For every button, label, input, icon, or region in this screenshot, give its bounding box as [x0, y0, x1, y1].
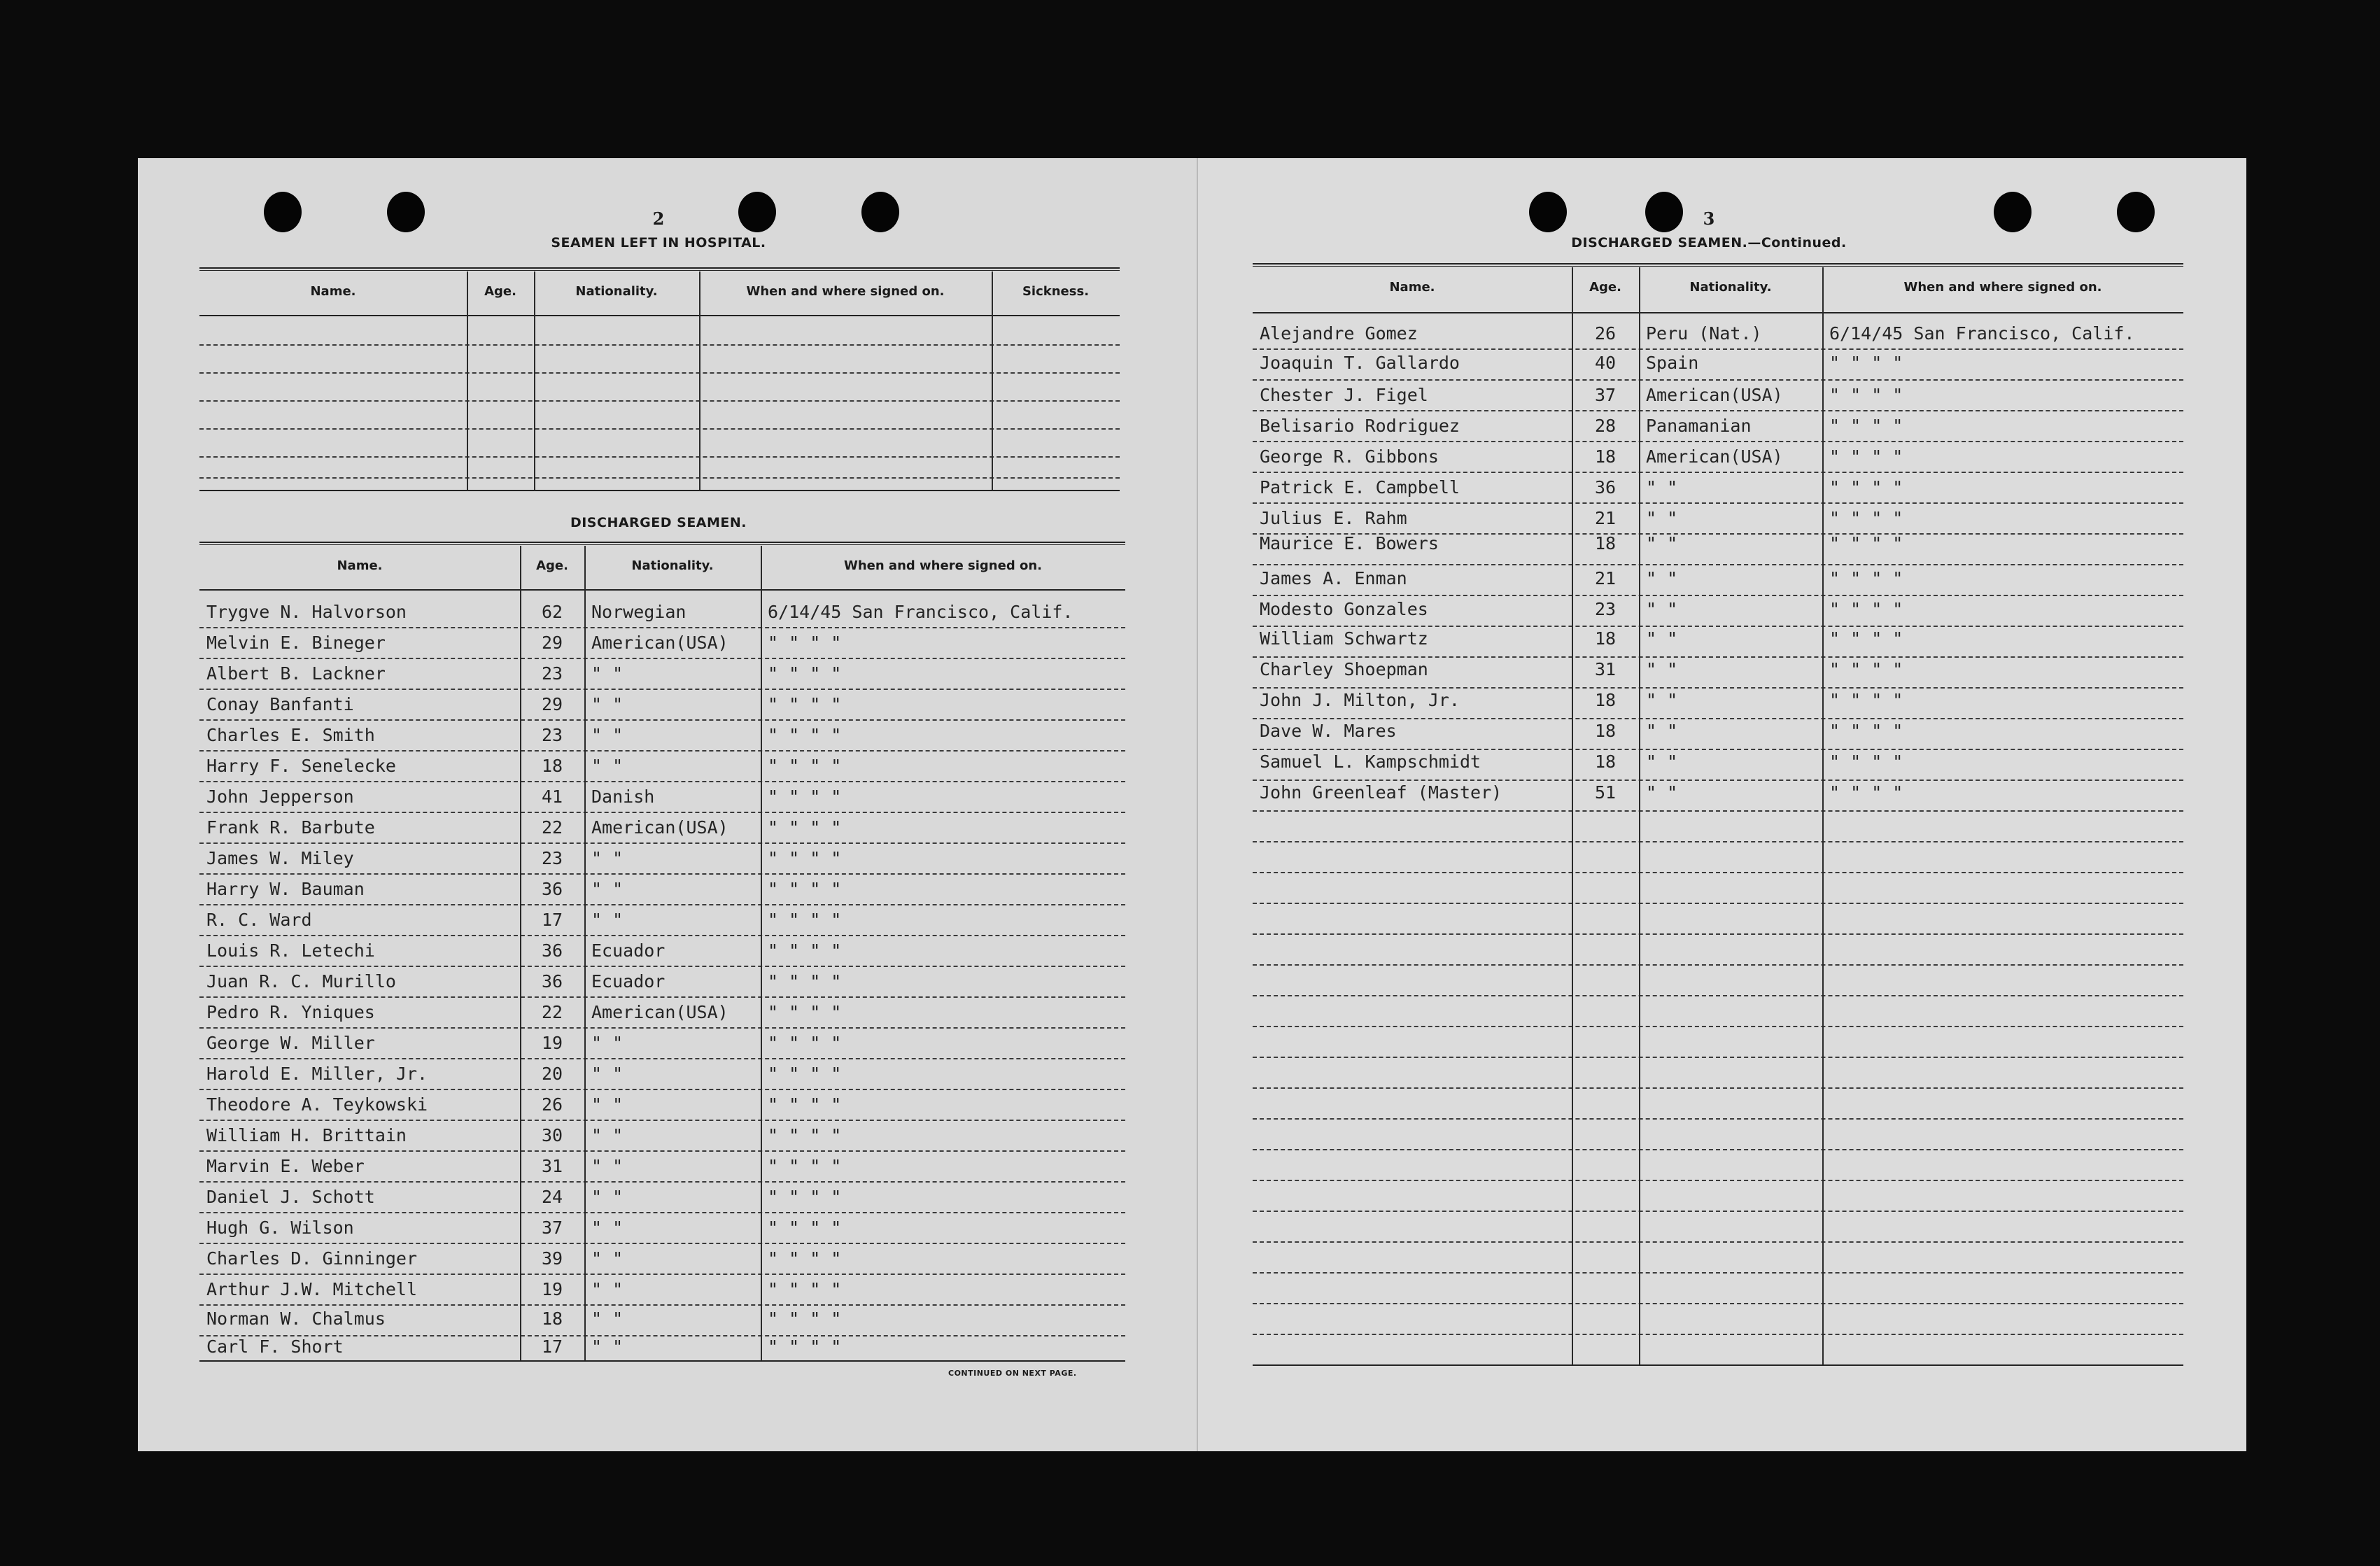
seaman-age: 19 — [541, 1279, 563, 1299]
page-number: 3 — [1703, 209, 1715, 229]
seaman-name: Carl F. Short — [206, 1336, 344, 1357]
ruling-line — [199, 1150, 1125, 1152]
seaman-age: 18 — [541, 1308, 563, 1329]
signed-on: " " " " — [768, 1248, 842, 1269]
seaman-age: 31 — [1594, 659, 1617, 679]
seaman-age: 36 — [541, 940, 563, 961]
table-row — [199, 876, 1125, 904]
table-row — [199, 845, 1125, 873]
seaman-age: 23 — [541, 663, 563, 684]
ruling-line — [199, 812, 1125, 813]
seaman-nationality: " " — [591, 694, 624, 714]
seaman-name: Alejandre Gomez — [1260, 323, 1418, 344]
table-row — [199, 1306, 1125, 1334]
seaman-name: Pedro R. Yniques — [206, 1002, 375, 1022]
seaman-name: R. C. Ward — [206, 910, 312, 930]
seaman-age: 23 — [1594, 599, 1617, 619]
punch-hole — [1994, 192, 2032, 232]
seaman-nationality: " " — [591, 1156, 624, 1176]
signed-on: " " " " — [768, 971, 842, 992]
seaman-nationality: " " — [591, 725, 624, 745]
seaman-name: Albert B. Lackner — [206, 663, 386, 684]
signed-on: " " " " — [768, 725, 842, 745]
table-row — [199, 630, 1125, 658]
seaman-name: Julius E. Rahm — [1260, 508, 1407, 528]
table-row — [199, 814, 1125, 842]
seaman-nationality: " " — [1646, 508, 1678, 528]
ruling-line — [1253, 933, 2183, 935]
signed-on: " " " " — [1829, 416, 1903, 436]
table-row — [199, 1184, 1125, 1212]
seaman-name: Frank R. Barbute — [206, 817, 375, 838]
seaman-age: 22 — [541, 817, 563, 838]
signed-on: " " " " — [768, 1279, 842, 1299]
table-row — [1253, 474, 2183, 502]
seaman-nationality: " " — [591, 910, 624, 930]
ruling-line — [199, 873, 1125, 875]
signed-on: " " " " — [1829, 782, 1903, 803]
signed-on: " " " " — [768, 1064, 842, 1084]
seaman-age: 17 — [541, 910, 563, 930]
table-row — [1253, 444, 2183, 472]
signed-on: " " " " — [768, 1094, 842, 1115]
seaman-nationality: Norwegian — [591, 602, 686, 622]
signed-on: " " " " — [768, 1218, 842, 1238]
ruling-line — [199, 658, 1125, 659]
left-page — [138, 158, 1198, 1451]
signed-on: 6/14/45 San Francisco, Calif. — [1829, 323, 2135, 344]
seaman-nationality: " " — [1646, 752, 1678, 772]
seaman-name: Daniel J. Schott — [206, 1187, 375, 1207]
table-row — [1253, 656, 2183, 684]
column-header: Nationality. — [1689, 280, 1772, 295]
seaman-nationality: Danish — [591, 786, 655, 807]
seaman-age: 18 — [1594, 628, 1617, 649]
seaman-age: 23 — [541, 725, 563, 745]
seaman-nationality: " " — [1646, 782, 1678, 803]
ruling-line — [1253, 903, 2183, 904]
signed-on: " " " " — [768, 848, 842, 868]
seaman-nationality: " " — [591, 756, 624, 776]
signed-on: " " " " — [768, 756, 842, 776]
seaman-nationality: " " — [1646, 599, 1678, 619]
signed-on: " " " " — [768, 633, 842, 653]
discharged-table-continued — [1253, 263, 2183, 1369]
seaman-nationality: American(USA) — [591, 1002, 728, 1022]
seaman-nationality: American(USA) — [591, 633, 728, 653]
ruling-line — [199, 1120, 1125, 1121]
punch-hole — [861, 192, 899, 232]
seaman-age: 39 — [541, 1248, 563, 1269]
ruling-line — [1253, 1118, 2183, 1120]
ruling-line — [1253, 1180, 2183, 1181]
table-row — [199, 599, 1125, 627]
seaman-name: Theodore A. Teykowski — [206, 1094, 428, 1115]
seaman-name: Louis R. Letechi — [206, 940, 375, 961]
column-header: Age. — [536, 558, 568, 573]
signed-on: " " " " — [768, 786, 842, 807]
column-header: Nationality. — [575, 284, 658, 299]
table-row — [1253, 413, 2183, 441]
table-row — [1253, 350, 2183, 378]
seaman-age: 62 — [541, 602, 563, 622]
seaman-name: Harold E. Miller, Jr. — [206, 1064, 428, 1084]
seaman-name: Maurice E. Bowers — [1260, 533, 1439, 553]
column-header: When and where signed on. — [1903, 280, 2102, 295]
signed-on: " " " " — [768, 1187, 842, 1207]
table-row — [1253, 505, 2183, 533]
seaman-nationality: " " — [1646, 477, 1678, 498]
table-row — [199, 1061, 1125, 1089]
seaman-name: Harry F. Senelecke — [206, 756, 396, 776]
seaman-nationality: " " — [1646, 628, 1678, 649]
column-header: When and where signed on. — [843, 558, 1043, 573]
ruling-line — [1253, 502, 2183, 504]
table-row — [199, 968, 1125, 996]
signed-on: " " " " — [1829, 721, 1903, 741]
ruling-line — [1253, 472, 2183, 473]
punch-hole — [2117, 192, 2155, 232]
seaman-name: Charles D. Ginninger — [206, 1248, 418, 1269]
ruling-line — [1253, 410, 2183, 411]
signed-on: " " " " — [1829, 508, 1903, 528]
seaman-nationality: Panamanian — [1646, 416, 1752, 436]
seaman-nationality: Spain — [1646, 353, 1699, 373]
seaman-age: 51 — [1594, 782, 1617, 803]
ruling-line — [199, 627, 1125, 628]
seaman-age: 29 — [541, 694, 563, 714]
seaman-nationality: " " — [1646, 659, 1678, 679]
seaman-name: Charley Shoepman — [1260, 659, 1428, 679]
table-row — [199, 661, 1125, 689]
seaman-age: 36 — [1594, 477, 1617, 498]
table-row — [1253, 565, 2183, 593]
signed-on: " " " " — [768, 1125, 842, 1145]
table-row — [199, 1122, 1125, 1150]
seaman-age: 30 — [541, 1125, 563, 1145]
signed-on: " " " " — [768, 1336, 842, 1357]
seaman-age: 18 — [1594, 752, 1617, 772]
seaman-age: 21 — [1594, 508, 1617, 528]
signed-on: " " " " — [768, 1308, 842, 1329]
seaman-age: 18 — [1594, 690, 1617, 710]
ruling-line — [199, 750, 1125, 752]
signed-on: " " " " — [1829, 353, 1903, 373]
seaman-age: 26 — [1594, 323, 1617, 344]
seaman-age: 28 — [1594, 416, 1617, 436]
seaman-age: 26 — [541, 1094, 563, 1115]
table-row — [199, 1334, 1125, 1362]
seaman-nationality: American(USA) — [1646, 446, 1783, 467]
table-row — [1253, 530, 2183, 558]
signed-on: " " " " — [768, 663, 842, 684]
seaman-name: Modesto Gonzales — [1260, 599, 1428, 619]
signed-on: " " " " — [1829, 385, 1903, 405]
column-header: Sickness. — [1022, 284, 1090, 299]
seaman-name: Hugh G. Wilson — [206, 1218, 354, 1238]
column-header: Name. — [337, 558, 383, 573]
seaman-name: Chester J. Figel — [1260, 385, 1428, 405]
seaman-name: Charles E. Smith — [206, 725, 375, 745]
page-number: 2 — [652, 209, 665, 229]
ruling-line — [1253, 964, 2183, 966]
seaman-name: Patrick E. Campbell — [1260, 477, 1460, 498]
ruling-line — [199, 904, 1125, 905]
hospital-table — [199, 267, 1120, 505]
discharged-continued-title: DISCHARGED SEAMEN.—Continued. — [1571, 235, 1847, 251]
punch-hole — [1645, 192, 1683, 232]
table-row — [1253, 320, 2183, 348]
ruling-line — [199, 719, 1125, 721]
seaman-name: Melvin E. Bineger — [206, 633, 386, 653]
right-page — [1198, 158, 2246, 1451]
ruling-line — [1253, 810, 2183, 812]
table-row — [199, 907, 1125, 935]
signed-on: " " " " — [1829, 628, 1903, 649]
seaman-nationality: American(USA) — [591, 817, 728, 838]
signed-on: " " " " — [1829, 599, 1903, 619]
seaman-age: 36 — [541, 971, 563, 992]
table-row — [199, 784, 1125, 812]
ruling-line — [1253, 1057, 2183, 1058]
ruling-line — [199, 935, 1125, 936]
column-header: Age. — [484, 284, 516, 299]
seaman-age: 19 — [541, 1033, 563, 1053]
table-row — [199, 938, 1125, 966]
ruling-line — [199, 1181, 1125, 1183]
seaman-name: George R. Gibbons — [1260, 446, 1439, 467]
seaman-age: 22 — [541, 1002, 563, 1022]
seaman-name: John Jepperson — [206, 786, 354, 807]
seaman-nationality: " " — [591, 879, 624, 899]
signed-on: " " " " — [1829, 752, 1903, 772]
seaman-nationality: " " — [591, 1064, 624, 1084]
hospital-section-title: SEAMEN LEFT IN HOSPITAL. — [551, 235, 766, 251]
seaman-name: John Greenleaf (Master) — [1260, 782, 1502, 803]
seaman-name: Conay Banfanti — [206, 694, 354, 714]
seaman-name: Marvin E. Weber — [206, 1156, 365, 1176]
seaman-age: 41 — [541, 786, 563, 807]
seaman-age: 21 — [1594, 568, 1617, 588]
ruling-line — [1253, 1334, 2183, 1335]
seaman-age: 18 — [1594, 533, 1617, 553]
table-row — [199, 722, 1125, 750]
table-row — [199, 1276, 1125, 1304]
ruling-line — [1253, 872, 2183, 873]
column-header: Age. — [1589, 280, 1621, 295]
signed-on: " " " " — [768, 694, 842, 714]
seaman-nationality: " " — [591, 1033, 624, 1053]
signed-on: " " " " — [1829, 446, 1903, 467]
seaman-nationality: " " — [591, 1336, 624, 1357]
ruling-line — [199, 1274, 1125, 1275]
table-row — [1253, 596, 2183, 624]
seaman-age: 23 — [541, 848, 563, 868]
seaman-age: 20 — [541, 1064, 563, 1084]
signed-on: " " " " — [768, 879, 842, 899]
seaman-age: 37 — [1594, 385, 1617, 405]
seaman-name: Belisario Rodriguez — [1260, 416, 1460, 436]
seaman-name: James A. Enman — [1260, 568, 1407, 588]
punch-hole — [264, 192, 302, 232]
table-row — [1253, 382, 2183, 410]
seaman-age: 17 — [541, 1336, 563, 1357]
seaman-nationality: " " — [591, 1218, 624, 1238]
table-row — [1253, 780, 2183, 807]
punch-hole — [387, 192, 425, 232]
seaman-nationality: Ecuador — [591, 940, 666, 961]
seaman-nationality: " " — [1646, 690, 1678, 710]
table-row — [199, 753, 1125, 781]
seaman-age: 36 — [541, 879, 563, 899]
ruling-line — [199, 1027, 1125, 1029]
seaman-name: Norman W. Chalmus — [206, 1308, 386, 1329]
table-row — [1253, 687, 2183, 715]
ruling-line — [1253, 1149, 2183, 1150]
signed-on: " " " " — [768, 1033, 842, 1053]
seaman-nationality: " " — [591, 1279, 624, 1299]
column-header: Name. — [1389, 280, 1435, 295]
signed-on: " " " " — [1829, 533, 1903, 553]
seaman-nationality: " " — [591, 1308, 624, 1329]
seaman-name: Trygve N. Halvorson — [206, 602, 407, 622]
ruling-line — [199, 1089, 1125, 1090]
seaman-nationality: " " — [1646, 721, 1678, 741]
signed-on: 6/14/45 San Francisco, Calif. — [768, 602, 1073, 622]
table-row — [199, 691, 1125, 719]
table-row — [1253, 749, 2183, 777]
table-row — [199, 1030, 1125, 1058]
seaman-age: 18 — [1594, 446, 1617, 467]
seaman-name: Joaquin T. Gallardo — [1260, 353, 1460, 373]
ruling-line — [1253, 1272, 2183, 1274]
seaman-name: Dave W. Mares — [1260, 721, 1397, 741]
punch-hole — [738, 192, 776, 232]
seaman-age: 18 — [541, 756, 563, 776]
signed-on: " " " " — [1829, 568, 1903, 588]
seaman-age: 24 — [541, 1187, 563, 1207]
seaman-nationality: " " — [591, 1125, 624, 1145]
table-row — [1253, 718, 2183, 746]
continued-note: CONTINUED ON NEXT PAGE. — [948, 1369, 1077, 1378]
seaman-age: 31 — [541, 1156, 563, 1176]
discharged-section-title: DISCHARGED SEAMEN. — [570, 515, 747, 530]
ruling-line — [1253, 841, 2183, 842]
table-row — [199, 1153, 1125, 1181]
ruling-line — [199, 966, 1125, 967]
signed-on: " " " " — [768, 1002, 842, 1022]
ruling-line — [1253, 1026, 2183, 1027]
signed-on: " " " " — [1829, 659, 1903, 679]
signed-on: " " " " — [768, 910, 842, 930]
discharged-table — [199, 542, 1125, 1367]
ruling-line — [199, 781, 1125, 782]
column-header: Nationality. — [631, 558, 714, 573]
column-header: When and where signed on. — [746, 284, 945, 299]
signed-on: " " " " — [1829, 690, 1903, 710]
ruling-line — [199, 996, 1125, 998]
seaman-nationality: " " — [591, 663, 624, 684]
ruling-line — [1253, 1303, 2183, 1304]
seaman-name: Harry W. Bauman — [206, 879, 365, 899]
ruling-line — [1253, 1241, 2183, 1243]
table-row — [199, 1215, 1125, 1243]
seaman-name: George W. Miller — [206, 1033, 375, 1053]
seaman-nationality: " " — [591, 1248, 624, 1269]
ruling-line — [1253, 379, 2183, 381]
ruling-line — [199, 1058, 1125, 1059]
table-row — [199, 999, 1125, 1027]
ruling-line — [199, 1243, 1125, 1244]
punch-hole — [1529, 192, 1567, 232]
seaman-nationality: " " — [1646, 568, 1678, 588]
seaman-name: James W. Miley — [206, 848, 354, 868]
seaman-nationality: Peru (Nat.) — [1646, 323, 1762, 344]
seaman-age: 37 — [541, 1218, 563, 1238]
ruling-line — [199, 689, 1125, 690]
seaman-name: William H. Brittain — [206, 1125, 407, 1145]
signed-on: " " " " — [768, 940, 842, 961]
ruling-line — [1253, 1211, 2183, 1212]
seaman-name: Juan R. C. Murillo — [206, 971, 396, 992]
ruling-line — [199, 1212, 1125, 1213]
signed-on: " " " " — [768, 817, 842, 838]
seaman-age: 18 — [1594, 721, 1617, 741]
seaman-nationality: " " — [591, 1187, 624, 1207]
seaman-name: Arthur J.W. Mitchell — [206, 1279, 418, 1299]
seaman-nationality: " " — [591, 1094, 624, 1115]
seaman-name: Samuel L. Kampschmidt — [1260, 752, 1481, 772]
table-row — [199, 1092, 1125, 1120]
ruling-line — [1253, 1087, 2183, 1089]
seaman-nationality: American(USA) — [1646, 385, 1783, 405]
table-row — [199, 1246, 1125, 1274]
column-header: Name. — [310, 284, 356, 299]
seaman-nationality: " " — [1646, 533, 1678, 553]
signed-on: " " " " — [768, 1156, 842, 1176]
seaman-nationality: " " — [591, 848, 624, 868]
ruling-line — [199, 842, 1125, 844]
seaman-nationality: Ecuador — [591, 971, 666, 992]
seaman-age: 29 — [541, 633, 563, 653]
signed-on: " " " " — [1829, 477, 1903, 498]
ruling-line — [1253, 441, 2183, 442]
seaman-age: 40 — [1594, 353, 1617, 373]
seaman-name: John J. Milton, Jr. — [1260, 690, 1460, 710]
ruling-line — [1253, 995, 2183, 996]
seaman-name: William Schwartz — [1260, 628, 1428, 649]
table-row — [1253, 626, 2183, 654]
